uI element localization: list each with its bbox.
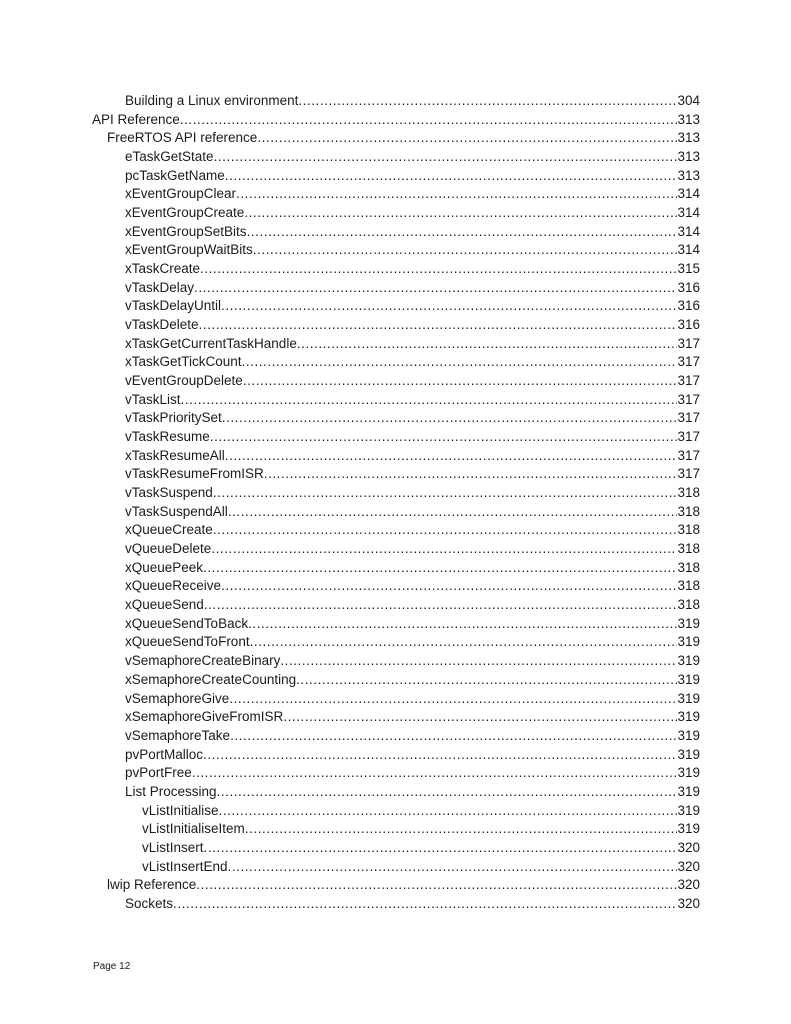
toc-entry-page: 318 [677, 541, 700, 557]
toc-entry[interactable] [92, 690, 700, 709]
toc-entry[interactable] [92, 503, 700, 522]
toc-entry-page: 317 [677, 335, 700, 351]
toc-entry-page: 319 [677, 802, 700, 818]
toc-leader-dots [219, 802, 678, 821]
toc-leader-dots [181, 391, 678, 410]
toc-entry-label: xQueueSend [125, 597, 204, 613]
toc-leader-dots [200, 260, 677, 279]
toc-leader-dots [253, 241, 678, 260]
toc-entry-label: lwip Reference [107, 877, 197, 893]
toc-entry-label: xQueueCreate [125, 522, 213, 538]
toc-leader-dots [204, 839, 678, 858]
toc-entry-label: vTaskList [125, 391, 181, 407]
toc-leader-dots [213, 484, 678, 503]
toc-entry[interactable] [92, 540, 700, 559]
toc-entry-page: 319 [677, 690, 700, 706]
toc-entry-label: vTaskDelay [125, 279, 195, 295]
toc-entry-page: 318 [677, 559, 700, 575]
toc-entry-label: Sockets [125, 895, 174, 911]
toc-entry-label: FreeRTOS API reference [107, 130, 258, 146]
toc-entry-label: Building a Linux environment [125, 93, 299, 108]
toc-leader-dots [228, 503, 678, 522]
toc-entry[interactable] [92, 465, 700, 484]
toc-entry[interactable] [92, 484, 700, 503]
toc-entry[interactable] [92, 447, 700, 466]
toc-entry-label: pvPortMalloc [125, 746, 204, 762]
toc-entry-label: xEventGroupSetBits [125, 223, 247, 239]
toc-leader-dots [192, 764, 678, 783]
toc-entry-label: xQueueReceive [125, 578, 222, 594]
toc-entry[interactable] [92, 204, 700, 223]
toc-entry[interactable] [92, 372, 700, 391]
toc-entry-page: 319 [677, 821, 700, 837]
toc-entry-label: vListInitialise [142, 802, 219, 818]
toc-entry-label: xEventGroupClear [125, 186, 237, 202]
toc-entry[interactable] [92, 783, 700, 802]
toc-leader-dots [213, 521, 678, 540]
toc-entry[interactable] [92, 652, 700, 671]
toc-leader-dots [245, 820, 678, 839]
toc-leader-dots [230, 727, 677, 746]
toc-leader-dots [196, 876, 677, 895]
toc-leader-dots [244, 204, 677, 223]
toc-leader-dots [229, 690, 677, 709]
toc-entry[interactable] [92, 633, 700, 652]
page-footer-label: Page 12 [93, 961, 131, 972]
toc-entry-page: 317 [677, 354, 700, 370]
toc-entry-page: 314 [677, 186, 700, 202]
toc-entry-page: 313 [677, 111, 700, 127]
toc-entry[interactable] [92, 260, 700, 279]
toc-entry[interactable] [92, 92, 700, 111]
toc-entry-label: xQueueSendToFront [125, 634, 250, 650]
toc-entry-page: 317 [677, 466, 700, 482]
toc-entry-page: 314 [677, 223, 700, 239]
toc-leader-dots [194, 279, 677, 298]
toc-entry-page: 313 [677, 130, 700, 146]
toc-entry-page: 315 [677, 261, 700, 277]
toc-entry[interactable] [92, 839, 700, 858]
toc-leader-dots [228, 858, 678, 877]
toc-entry-label: vTaskSuspendAll [125, 503, 228, 519]
toc-entry-label: xEventGroupWaitBits [125, 242, 253, 258]
toc-entry[interactable] [92, 820, 700, 839]
toc-entry[interactable] [92, 596, 700, 615]
toc-entry[interactable] [92, 895, 700, 914]
toc-leader-dots [298, 92, 677, 111]
toc-entry-label: xSemaphoreCreateCounting [125, 671, 297, 687]
toc-entry-page: 320 [677, 895, 700, 911]
toc-entry-label: xTaskResumeAll [125, 447, 225, 463]
toc-leader-dots [257, 129, 677, 148]
toc-entry-label: pcTaskGetName [125, 167, 225, 183]
toc-leader-dots [297, 335, 678, 354]
toc-entry-label: vTaskResume [125, 429, 210, 445]
toc-entry-page: 319 [677, 783, 700, 799]
toc-leader-dots [203, 746, 677, 765]
toc-entry-page: 317 [677, 391, 700, 407]
toc-entry-label: vTaskDelayUntil [125, 298, 222, 314]
toc-leader-dots [203, 559, 677, 578]
toc-entry-label: vEventGroupDelete [125, 373, 243, 389]
toc-leader-dots [211, 540, 677, 559]
toc-entry-page: 317 [677, 410, 700, 426]
toc-entry-page: 319 [677, 615, 700, 631]
toc-entry[interactable] [92, 746, 700, 765]
toc-leader-dots [248, 615, 677, 634]
toc-entry[interactable] [92, 521, 700, 540]
toc-entry[interactable] [92, 241, 700, 260]
toc-entry-page: 319 [677, 765, 700, 781]
toc-entry-label: API Reference [92, 111, 180, 127]
toc-entry-label: pvPortFree [125, 765, 192, 781]
toc-entry[interactable] [92, 391, 700, 410]
toc-entry-label: vListInitialiseItem [142, 821, 245, 837]
toc-entry-label: xQueueSendToBack [125, 615, 249, 631]
toc-entry[interactable] [92, 297, 700, 316]
toc-leader-dots [236, 185, 677, 204]
toc-entry-page: 320 [677, 858, 700, 874]
toc-entry[interactable] [92, 559, 700, 578]
toc-entry[interactable] [92, 577, 700, 596]
toc-entry[interactable] [92, 167, 700, 186]
toc-entry-page: 319 [677, 709, 700, 725]
toc-entry-label: eTaskGetState [125, 149, 214, 165]
toc-entry-page: 318 [677, 503, 700, 519]
toc-entry-page: 318 [677, 578, 700, 594]
toc-leader-dots [210, 428, 678, 447]
toc-entry-page: 319 [677, 746, 700, 762]
toc-entry[interactable] [92, 858, 700, 877]
toc-entry-page: 313 [677, 167, 700, 183]
toc-entry[interactable] [92, 316, 700, 335]
toc-entry-page: 317 [677, 429, 700, 445]
toc-list [92, 92, 700, 914]
toc-entry-page: 317 [677, 373, 700, 389]
toc-entry-label: xTaskGetTickCount [125, 354, 242, 370]
toc-entry-label: vTaskPrioritySet [125, 410, 222, 426]
toc-leader-dots [225, 447, 678, 466]
toc-entry[interactable] [92, 148, 700, 167]
toc-entry-label: xSemaphoreGiveFromISR [125, 709, 284, 725]
toc-leader-dots [222, 409, 678, 428]
toc-entry[interactable] [92, 876, 700, 895]
toc-entry[interactable] [92, 708, 700, 727]
toc-entry[interactable] [92, 615, 700, 634]
toc-entry[interactable] [92, 223, 700, 242]
toc-leader-dots [296, 671, 677, 690]
toc-entry-label: vTaskResumeFromISR [125, 466, 264, 482]
toc-leader-dots [243, 372, 678, 391]
toc-entry-page: 318 [677, 597, 700, 613]
toc-entry-label: vQueueDelete [125, 541, 212, 557]
toc-leader-dots [247, 223, 678, 242]
toc-entry-page: 316 [677, 279, 700, 295]
toc-entry-page: 318 [677, 522, 700, 538]
toc-leader-dots [221, 297, 677, 316]
toc-entry-label: vTaskSuspend [125, 485, 213, 501]
toc-entry[interactable] [92, 428, 700, 447]
toc-leader-dots [214, 148, 678, 167]
toc-entry[interactable] [92, 764, 700, 783]
toc-entry-page: 319 [677, 653, 700, 669]
toc-entry[interactable] [92, 279, 700, 298]
toc-entry-page: 314 [677, 205, 700, 221]
toc-leader-dots [180, 111, 678, 130]
toc-entry-page: 320 [677, 839, 700, 855]
toc-leader-dots [280, 652, 677, 671]
toc-entry[interactable] [92, 129, 700, 148]
toc-leader-dots [173, 895, 677, 914]
toc-entry[interactable] [92, 185, 700, 204]
toc-entry-page: 316 [677, 298, 700, 314]
toc-entry-label: xEventGroupCreate [125, 205, 245, 221]
toc-entry-page: 316 [677, 317, 700, 333]
toc-entry-label: vSemaphoreTake [125, 727, 231, 743]
toc-leader-dots [199, 316, 678, 335]
toc-entry-page: 313 [677, 149, 700, 165]
toc-entry-page: 318 [677, 485, 700, 501]
toc-entry[interactable] [92, 802, 700, 821]
toc-entry[interactable] [92, 353, 700, 372]
toc-entry-label: vListInsertEnd [142, 858, 228, 874]
toc-leader-dots [283, 708, 677, 727]
toc-entry[interactable] [92, 727, 700, 746]
toc-entry-page: 317 [677, 447, 700, 463]
toc-entry-page: 320 [677, 877, 700, 893]
toc-entry-label: xQueuePeek [125, 559, 204, 575]
toc-entry-label: xTaskGetCurrentTaskHandle [125, 335, 297, 351]
toc-entry-page: 314 [677, 242, 700, 258]
toc-entry-label: vSemaphoreGive [125, 690, 230, 706]
toc-leader-dots [204, 596, 678, 615]
toc-entry[interactable] [92, 335, 700, 354]
toc-leader-dots [221, 577, 677, 596]
toc-entry-label: vSemaphoreCreateBinary [125, 653, 281, 669]
toc-entry-label: vTaskDelete [125, 317, 199, 333]
toc-entry-page: 319 [677, 727, 700, 743]
toc-entry-label: xTaskCreate [125, 261, 201, 277]
toc-leader-dots [225, 167, 678, 186]
toc-leader-dots [242, 353, 678, 372]
toc-entry-label: List Processing [125, 783, 217, 799]
toc-entry-label: vListInsert [142, 839, 204, 855]
toc-entry-page: 319 [677, 634, 700, 650]
toc-entry[interactable] [92, 111, 700, 130]
toc-entry[interactable] [92, 671, 700, 690]
toc-leader-dots [250, 633, 678, 652]
toc-entry[interactable] [92, 409, 700, 428]
toc-leader-dots [264, 465, 678, 484]
toc-entry-page: 319 [677, 671, 700, 687]
toc-leader-dots [217, 783, 678, 802]
toc-entry-page: 304 [677, 93, 700, 108]
